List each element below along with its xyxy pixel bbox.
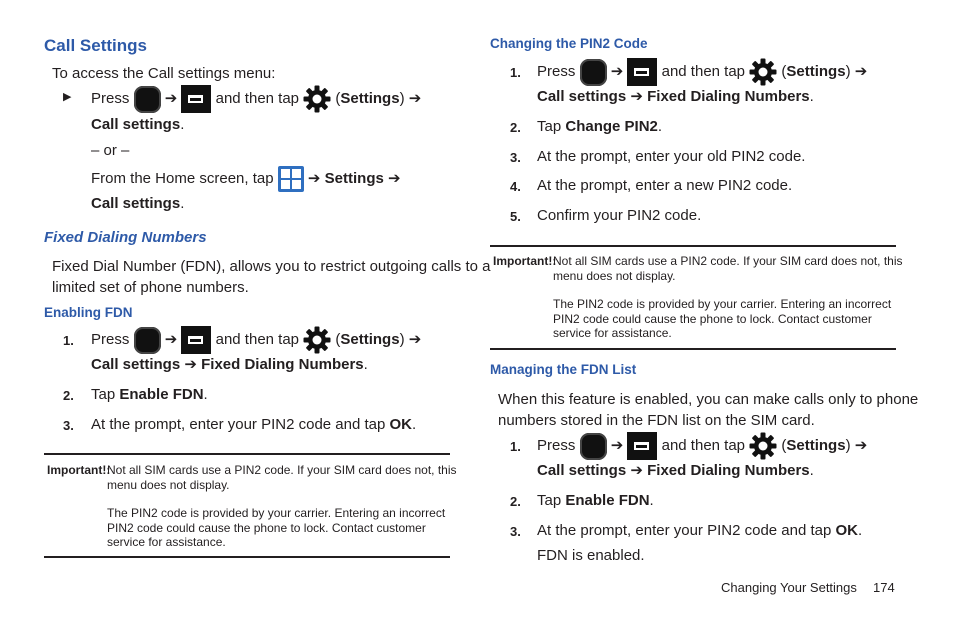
settings-paren-open: ( [335, 330, 341, 348]
press-instruction-line [91, 85, 421, 113]
call-settings-line [91, 114, 184, 135]
pin2-heading: Changing the PIN2 Code [490, 36, 648, 51]
note-top-rule [490, 245, 896, 247]
and-then-tap-label: and then tap [215, 330, 300, 348]
step-bold: OK [835, 522, 859, 539]
fixed-dialing-numbers-label: Fixed Dialing Numbers [647, 462, 810, 479]
period: . [363, 356, 368, 373]
settings-gear-icon [749, 58, 777, 86]
menu-button-icon [627, 58, 657, 86]
home-button-icon [134, 327, 161, 354]
bullet-marker: ▶ [63, 91, 72, 103]
settings-gear-icon [303, 326, 331, 354]
period: . [809, 462, 814, 479]
arrow-icon: ➔ [307, 169, 321, 187]
arrow-icon: ➔ [630, 462, 643, 479]
home-button-icon [580, 59, 607, 86]
arrow-icon: ➔ [408, 330, 422, 348]
step-number: 4. [510, 179, 521, 194]
from-home-label: From the Home screen, tap [91, 169, 274, 187]
note-line: PIN2 code could cause the phone to lock. Contact customer [553, 311, 872, 326]
manage-description-line-1: When this feature is enabled, you can make calls only to phone [498, 391, 919, 408]
arrow-icon: ➔ [610, 436, 624, 454]
or-separator: – or – [91, 142, 130, 159]
menu-button-icon [627, 432, 657, 460]
settings-label: Settings [786, 62, 846, 80]
step-text: Tap [537, 492, 562, 509]
fixed-dialing-numbers-label: Fixed Dialing Numbers [201, 356, 364, 373]
period: . [412, 416, 417, 433]
settings-paren-close: ) [845, 62, 851, 80]
menu-button-icon [181, 85, 211, 113]
step-number: 3. [63, 418, 74, 433]
step-number: 3. [510, 524, 521, 539]
step-bold: OK [389, 416, 413, 433]
step-3-text [91, 414, 416, 435]
step-number: 2. [510, 494, 521, 509]
important-note-1 [107, 463, 457, 492]
arrow-icon: ➔ [408, 89, 422, 107]
pin2-step-1-line [537, 58, 867, 86]
footer-section-title: Changing Your Settings [721, 580, 857, 595]
and-then-tap-label: and then tap [215, 89, 300, 107]
settings-paren-close: ) [399, 89, 405, 107]
arrow-icon: ➔ [164, 89, 178, 107]
fdn-enabled-text: FDN is enabled. [537, 547, 645, 564]
note-line: menu does not display. [553, 268, 676, 283]
pin2-step-3: At the prompt, enter your old PIN2 code. [537, 148, 806, 165]
and-then-tap-label: and then tap [661, 62, 746, 80]
step-bold: Enable FDN [119, 386, 204, 403]
arrow-icon: ➔ [854, 62, 868, 80]
arrow-icon: ➔ [610, 62, 624, 80]
call-settings-label: Call settings [537, 462, 627, 479]
period: . [657, 118, 663, 135]
managing-fdn-heading: Managing the FDN List [490, 362, 637, 377]
settings-paren-close: ) [845, 436, 851, 454]
press-label: Press [91, 89, 130, 107]
fdn-description-line-1: Fixed Dial Number (FDN), allows you to restrict outgoing calls to a [52, 258, 491, 275]
settings-label: Settings [324, 169, 384, 187]
press-label: Press [537, 436, 576, 454]
page-number: 174 [873, 580, 895, 595]
note-line: The PIN2 code is provided by your carrier. Entering an incorrect [107, 506, 446, 520]
period: . [809, 88, 814, 105]
call-settings-label: Call settings [91, 195, 181, 212]
step-number: 1. [510, 65, 521, 80]
arrow-icon: ➔ [854, 436, 868, 454]
step-number: 1. [510, 439, 521, 454]
note-line: Not all SIM cards use a PIN2 code. If your SIM card does not, this [553, 254, 903, 268]
settings-gear-icon [303, 85, 331, 113]
step-number: 2. [63, 388, 74, 403]
pin2-step-4: At the prompt, enter a new PIN2 code. [537, 177, 793, 194]
and-then-tap-label: and then tap [661, 436, 746, 454]
home-screen-line [91, 166, 401, 192]
step-number: 5. [510, 209, 521, 224]
step-1-line [91, 326, 421, 354]
menu-button-icon [181, 326, 211, 354]
note-line: service for assistance. [107, 535, 226, 549]
period: . [858, 522, 863, 539]
settings-label: Settings [786, 436, 846, 454]
fdn-heading: Fixed Dialing Numbers [44, 229, 207, 246]
press-label: Press [537, 62, 576, 80]
step-1-path [91, 354, 368, 375]
press-label: Press [91, 330, 130, 348]
arrow-icon: ➔ [184, 356, 197, 373]
note-top-rule [44, 453, 450, 455]
arrow-icon: ➔ [388, 169, 401, 187]
pin2-step-1-path [537, 86, 814, 107]
important-note-2 [553, 297, 891, 341]
step-text: At the prompt, enter your PIN2 code and tap [537, 522, 832, 539]
manage-step-2 [537, 490, 654, 511]
arrow-icon: ➔ [164, 330, 178, 348]
period: . [649, 492, 654, 509]
manage-step-1-path [537, 460, 814, 481]
step-bold: Change PIN2 [565, 118, 658, 135]
settings-paren-open: ( [781, 436, 787, 454]
pin2-step-2 [537, 116, 662, 137]
note-line: The PIN2 code is provided by your carrier. Entering an incorrect [553, 297, 892, 311]
settings-paren-open: ( [781, 62, 787, 80]
note-line: menu does not display. [107, 477, 230, 492]
home-button-icon [134, 86, 161, 113]
call-settings-label: Call settings [91, 116, 181, 133]
important-note-2 [107, 506, 445, 550]
manage-description-line-2: numbers stored in the FDN list on the SIM card. [498, 412, 815, 429]
pin2-step-5: Confirm your PIN2 code. [537, 207, 702, 224]
enabling-fdn-heading: Enabling FDN [44, 305, 133, 320]
fixed-dialing-numbers-label: Fixed Dialing Numbers [647, 88, 810, 105]
step-number: 1. [63, 333, 74, 348]
call-settings-line [91, 193, 184, 214]
period: . [180, 116, 185, 133]
period: . [203, 386, 208, 403]
arrow-icon: ➔ [630, 88, 643, 105]
step-text: At the prompt, enter your PIN2 code and tap [91, 416, 386, 433]
manage-step-1-line [537, 432, 867, 460]
step-text: Tap [537, 118, 562, 135]
settings-label: Settings [340, 89, 400, 107]
settings-paren-open: ( [335, 89, 341, 107]
page-title: Call Settings [44, 36, 147, 55]
note-line: PIN2 code could cause the phone to lock. Contact customer [107, 520, 426, 535]
settings-paren-close: ) [399, 330, 405, 348]
step-number: 2. [510, 120, 521, 135]
note-bottom-rule [44, 556, 450, 558]
manage-step-3 [537, 520, 862, 541]
intro-text: To access the Call settings menu: [52, 65, 276, 82]
settings-gear-icon [749, 432, 777, 460]
home-button-icon [580, 433, 607, 460]
note-bottom-rule [490, 348, 896, 350]
period: . [180, 195, 185, 212]
note-line: service for assistance. [553, 326, 672, 340]
step-bold: Enable FDN [565, 492, 650, 509]
note-line: Not all SIM cards use a PIN2 code. If your SIM card does not, this [107, 463, 457, 477]
step-number: 3. [510, 150, 521, 165]
important-label: Important!: [493, 254, 557, 268]
call-settings-label: Call settings [537, 88, 627, 105]
step-text: Tap [91, 386, 116, 403]
important-note-1 [553, 254, 903, 283]
step-2-text [91, 384, 208, 405]
settings-label: Settings [340, 330, 400, 348]
call-settings-label: Call settings [91, 356, 181, 373]
important-label: Important!: [47, 463, 111, 477]
fdn-description-line-2: limited set of phone numbers. [52, 279, 249, 296]
apps-grid-icon [278, 166, 304, 192]
